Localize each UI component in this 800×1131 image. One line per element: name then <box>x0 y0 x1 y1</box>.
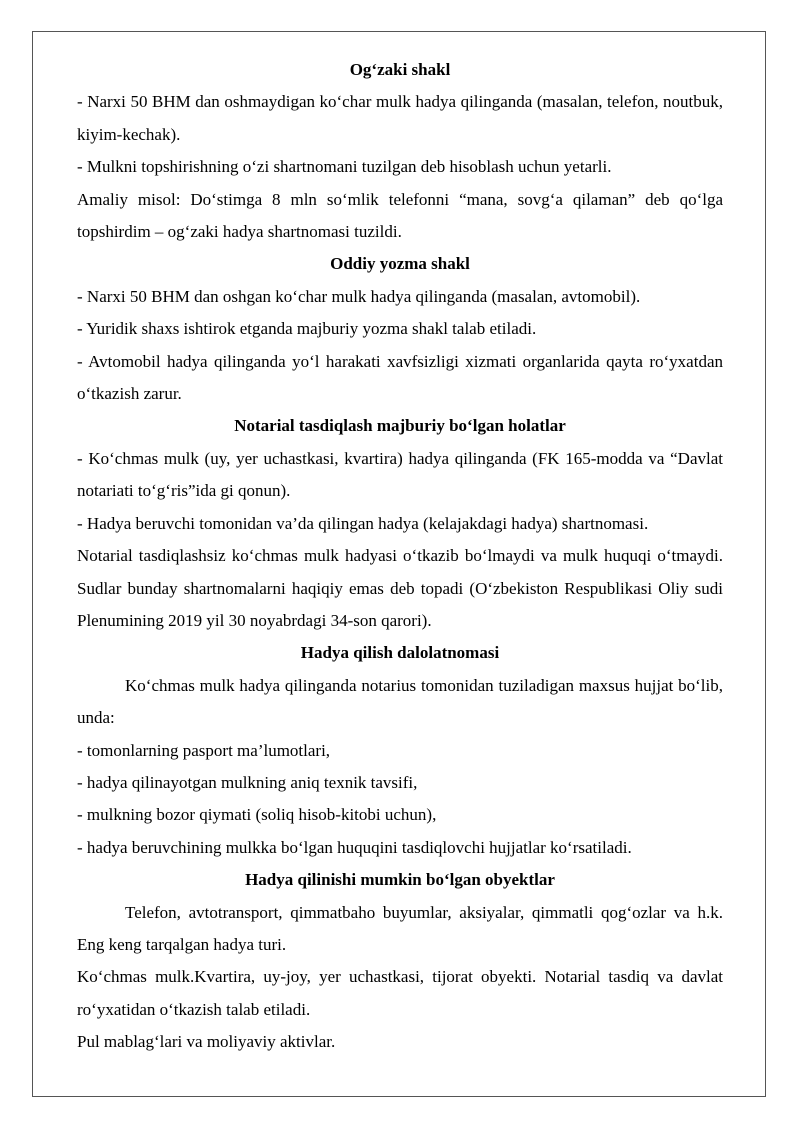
section-heading-notarial-certification: Notarial tasdiqlash majburiy bo‘lgan holatlar <box>234 416 566 436</box>
paragraph: Ko‘chmas mulk hadya qilinganda notarius tomonidan tuziladigan maxsus hujjat bo‘lib, unda: <box>77 675 723 728</box>
paragraph: - Narxi 50 BHM dan oshgan ko‘char mulk hadya qilinganda (masalan, avtomobil). <box>77 286 641 306</box>
paragraph: Telefon, avtotransport, qimmatbaho buyumlar, aksiyalar, qimmatli qog‘ozlar va h.k. Eng keng tarqalgan hadya turi. <box>77 902 723 954</box>
paragraph: Ko‘chmas mulk.Kvartira, uy-joy, yer uchastkasi, tijorat obyekti. Notarial tasdiq va davlat ro‘yxatidan o‘tkazish talab etiladi. <box>77 967 723 1019</box>
list-item: - tomonlarning pasport ma’lumotlari, <box>77 740 331 760</box>
paragraph: - Mulkni topshirishning o‘zi shartnomani tuzilgan deb hisoblash uchun yetarli. <box>77 157 612 177</box>
list-item: - mulkning bozor qiymati (soliq hisob-kitobi uchun), <box>77 805 437 825</box>
paragraph: - Avtomobil hadya qilinganda yo‘l harakati xavfsizligi xizmati organlarida qayta ro‘yxatdan o‘tkazish zarur. <box>77 351 723 404</box>
paragraph: Notarial tasdiqlashsiz ko‘chmas mulk hadyasi o‘tkazib bo‘lmaydi va mulk huquqi o‘tmaydi. Sudlar bunday shartnomalarni haqiqiy emas deb topadi (O‘zbekiston Respublikasi Oliy sudi Plenumining 2019 yil 30 noyabrdagi 34-son qarori). <box>77 546 723 630</box>
section-heading-gift-deed: Hadya qilish dalolatnomasi <box>300 643 500 663</box>
list-item: - hadya qilinayotgan mulkning aniq texnik tavsifi, <box>77 772 418 792</box>
paragraph: - Hadya beruvchi tomonidan va’da qilingan hadya (kelajakdagi hadya) shartnomasi. <box>77 513 649 533</box>
paragraph: - Yuridik shaxs ishtirok etganda majburiy yozma shakl talab etiladi. <box>77 319 537 339</box>
section-heading-oral-form: Og‘zaki shakl <box>349 60 451 79</box>
paragraph: Amaliy misol: Do‘stimga 8 mln so‘mlik telefonni “mana, sovg‘a qilaman” deb qo‘lga topshirdim – og‘zaki hadya shartnomasi tuzildi. <box>77 189 723 242</box>
list-item: - hadya beruvchining mulkka bo‘lgan huquqini tasdiqlovchi hujjatlar ko‘rsatiladi. <box>77 837 632 857</box>
paragraph: - Ko‘chmas mulk (uy, yer uchastkasi, kvartira) hadya qilinganda (FK 165-modda va “Davlat notariati to‘g‘ris”ida gi qonun). <box>77 448 723 501</box>
section-heading-simple-written-form: Oddiy yozma shakl <box>330 254 470 274</box>
paragraph: - Narxi 50 BHM dan oshmaydigan ko‘char mulk hadya qilinganda (masalan, telefon, noutbuk, kiyim-kechak). <box>77 92 723 144</box>
document-body <box>77 54 723 1059</box>
paragraph: Pul mablag‘lari va moliyaviy aktivlar. <box>77 1032 336 1052</box>
section-heading-gift-objects: Hadya qilinishi mumkin bo‘lgan obyektlar <box>245 870 555 890</box>
